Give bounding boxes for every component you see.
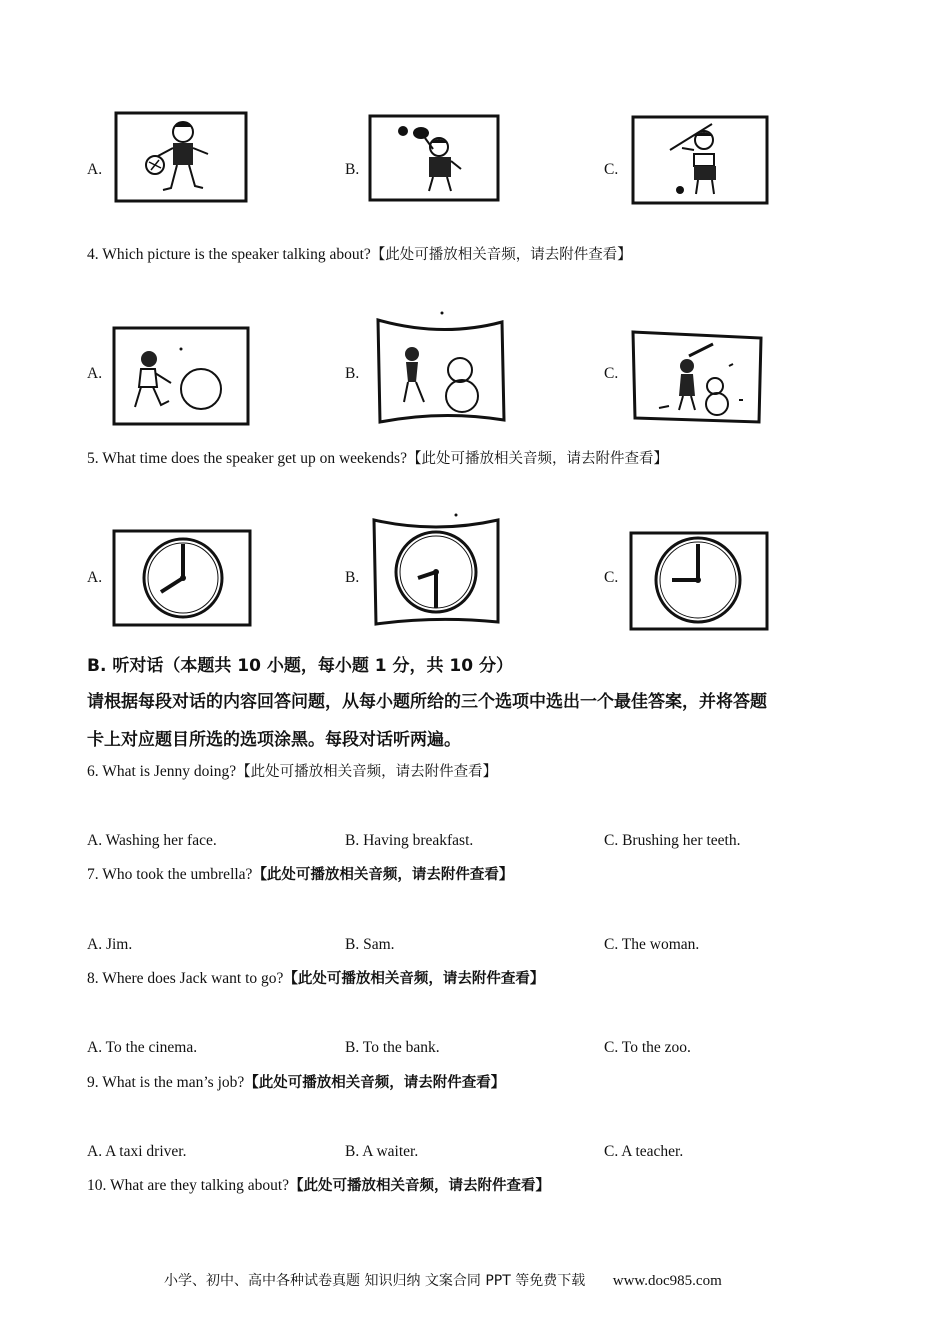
q3-option-c-letter: C. [604,161,619,178]
q5-option-c-picture-clock-nine [628,530,770,632]
q8-option-a[interactable]: A. To the cinema. [87,1039,198,1056]
q4-audio-note[interactable]: 【此处可播放相关音频，请去附件查看】 [370,247,632,263]
q3-option-b-letter: B. [345,161,360,178]
q7-question-text: 7. Who took the umbrella? [87,866,253,883]
q3-option-a-picture-boy-playing-football [113,110,249,204]
q6-option-a[interactable]: A. Washing her face. [87,832,217,849]
q4-question [87,245,632,265]
q8-question [87,969,544,989]
q8-option-c[interactable]: C. To the zoo. [604,1039,691,1056]
q3-option-a-letter: A. [87,161,103,178]
page-footer [164,1270,722,1290]
q9-option-a[interactable]: A. A taxi driver. [87,1143,187,1160]
q3-option-b-picture-boy-playing-tennis [367,113,501,203]
q4-option-b-letter: B. [345,365,360,382]
q7-option-c[interactable]: C. The woman. [604,936,700,953]
section-b-instruction-line2: 卡上对应题目所选的选项涂黑。每段对话听两遍。 [87,730,461,750]
footer-left-text: 小学、初中、高中各种试卷真题 知识归纳 文案合同 PPT 等免费下载 [164,1273,586,1289]
q9-question [87,1073,505,1093]
q6-question-text: 6. What is Jenny doing? [87,763,237,780]
q8-option-b[interactable]: B. To the bank. [345,1039,440,1056]
q10-question [87,1176,550,1196]
q5-option-b-letter: B. [345,569,360,586]
q7-option-b[interactable]: B. Sam. [345,936,395,953]
q5-question-text: 5. What time does the speaker get up on weekends? [87,450,407,467]
q10-audio-note[interactable]: 【此处可播放相关音频，请去附件查看】 [289,1178,551,1194]
q4-option-a-picture-girl-with-snowball [111,325,251,427]
q4-option-c-letter: C. [604,365,619,382]
q3-option-c-picture-boy-playing-golf [630,114,770,206]
q6-audio-note[interactable]: 【此处可播放相关音频，请去附件查看】 [236,764,498,780]
q9-audio-note[interactable]: 【此处可播放相关音频，请去附件查看】 [244,1075,506,1091]
q7-audio-note[interactable]: 【此处可播放相关音频，请去附件查看】 [252,867,514,883]
q6-question [87,762,497,782]
q5-question [87,449,668,469]
q6-option-b[interactable]: B. Having breakfast. [345,832,474,849]
q4-option-b-picture-girl-with-snowman [372,310,508,428]
q10-question-text: 10. What are they talking about? [87,1177,290,1194]
q9-question-text: 9. What is the man’s job? [87,1074,245,1091]
q8-question-text: 8. Where does Jack want to go? [87,970,284,987]
q9-option-c[interactable]: C. A teacher. [604,1143,684,1160]
q4-option-a-letter: A. [87,365,103,382]
q5-option-c-letter: C. [604,569,619,586]
section-b-heading: B. 听对话（本题共 10 小题，每小题 1 分，共 10 分） [87,656,513,676]
q5-option-b-picture-clock-seven-thirty [370,512,502,628]
footer-website-link[interactable]: www.doc985.com [612,1273,722,1289]
section-b-instruction-line1: 请根据每段对话的内容回答问题，从每小题所给的三个选项中选出一个最佳答案，并将答题 [87,692,767,712]
q6-option-c[interactable]: C. Brushing her teeth. [604,832,741,849]
q7-option-a[interactable]: A. Jim. [87,936,133,953]
q5-option-a-picture-clock-eight [111,528,253,628]
q5-option-a-letter: A. [87,569,103,586]
q9-option-b[interactable]: B. A waiter. [345,1143,419,1160]
q5-audio-note[interactable]: 【此处可播放相关音频，请去附件查看】 [406,451,668,467]
q8-audio-note[interactable]: 【此处可播放相关音频，请去附件查看】 [283,971,545,987]
q4-question-text: 4. Which picture is the speaker talking about? [87,246,371,263]
q4-option-c-picture-girl-building-snowman [629,326,765,426]
q7-question [87,865,513,885]
